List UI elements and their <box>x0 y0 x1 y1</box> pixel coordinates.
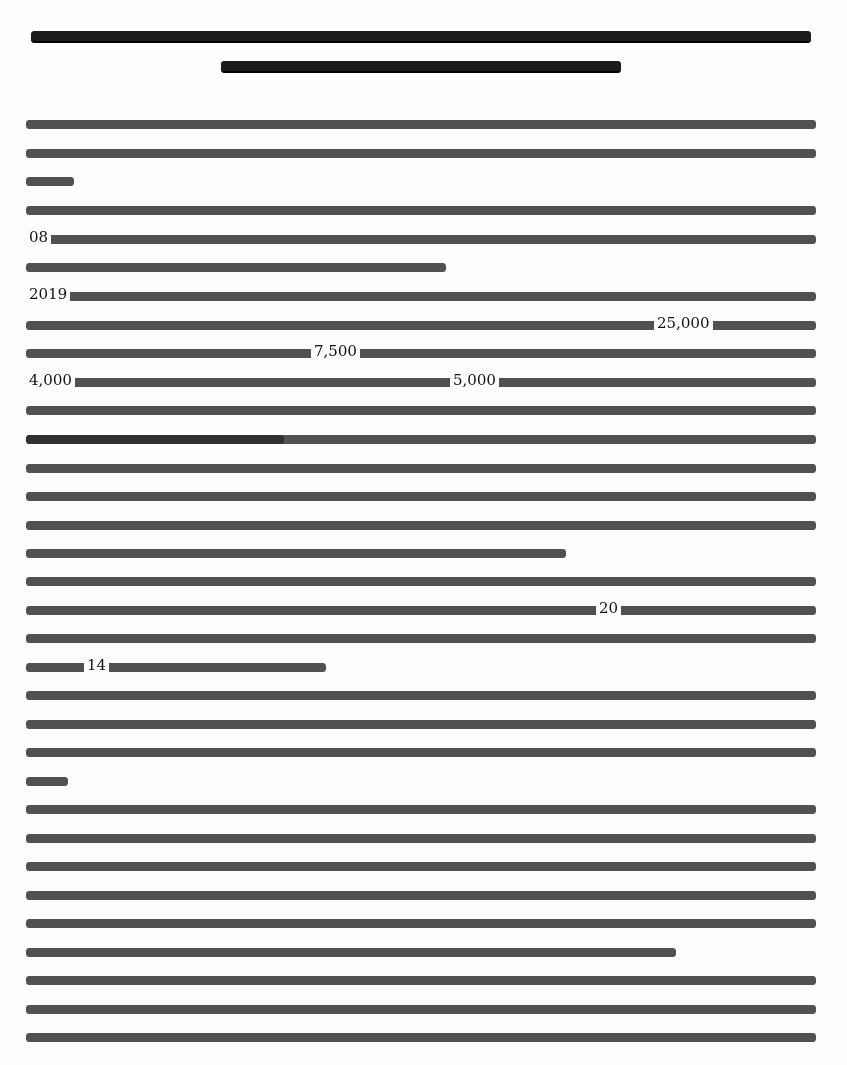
paragraph-4 <box>26 425 816 568</box>
numeral: 08 <box>26 228 51 246</box>
text-line <box>26 824 816 853</box>
text-line <box>26 881 816 910</box>
text-line <box>26 482 816 511</box>
text-line <box>26 311 816 340</box>
text-line <box>26 767 816 796</box>
numeral: 2019 <box>26 285 70 303</box>
paragraph-1 <box>26 110 816 196</box>
text-line <box>26 339 816 368</box>
text-line <box>26 995 816 1024</box>
text-line <box>26 624 816 653</box>
text-line <box>26 253 816 282</box>
text-line <box>26 567 816 596</box>
text-line <box>26 282 816 311</box>
text-line <box>26 653 816 682</box>
text-line <box>26 938 816 967</box>
text-line <box>26 454 816 483</box>
text-line <box>26 852 816 881</box>
text-line <box>26 225 816 254</box>
text-line <box>26 167 816 196</box>
text-line <box>26 396 816 425</box>
text-line <box>26 368 816 397</box>
text-line <box>26 425 816 454</box>
title-line-1 <box>26 22 816 52</box>
numeral: 20 <box>596 599 621 617</box>
paragraph-6 <box>26 681 816 795</box>
text-line <box>26 909 816 938</box>
numeral: 7,500 <box>311 342 360 360</box>
numeral: 14 <box>84 656 109 674</box>
paragraph-5 <box>26 567 816 681</box>
text-line <box>26 139 816 168</box>
paragraph-8 <box>26 966 816 1052</box>
document-title <box>26 22 816 82</box>
text-line <box>26 511 816 540</box>
numeral: 5,000 <box>450 371 499 389</box>
paragraph-7 <box>26 795 816 966</box>
paragraph-2 <box>26 196 816 282</box>
numeral: 25,000 <box>654 314 713 332</box>
text-line <box>26 196 816 225</box>
text-line <box>26 710 816 739</box>
text-line <box>26 539 816 568</box>
text-line <box>26 596 816 625</box>
text-line <box>26 738 816 767</box>
text-line <box>26 110 816 139</box>
text-line <box>26 1023 816 1052</box>
text-line <box>26 966 816 995</box>
title-line-2 <box>26 52 816 82</box>
text-line <box>26 681 816 710</box>
numeral: 4,000 <box>26 371 75 389</box>
text-line <box>26 795 816 824</box>
